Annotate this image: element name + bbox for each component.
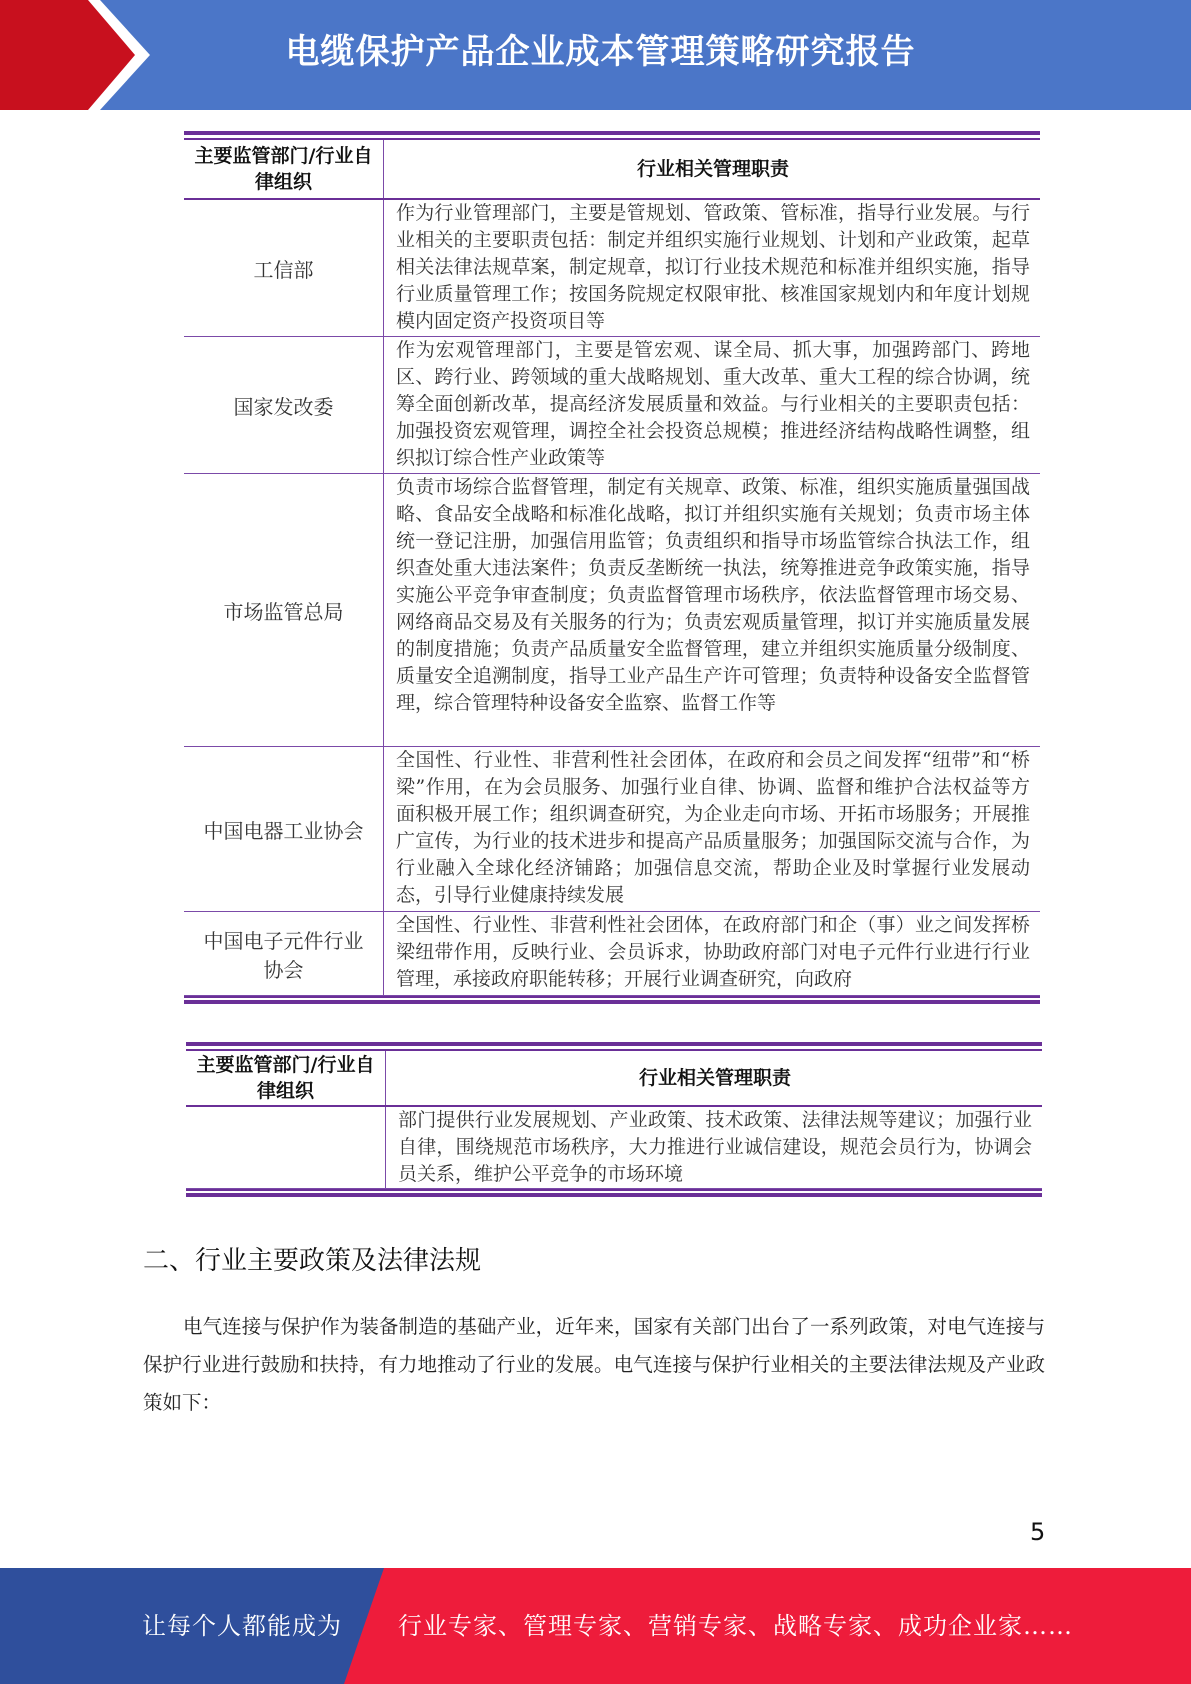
body-paragraph: 电气连接与保护作为装备制造的基础产业，近年来，国家有关部门出台了一系列政策，对电气连接与保护行业进行鼓励和扶持，有力地推动了行业的发展。电气连接与保护行业相关的主要法律法规及产业政策如下： bbox=[143, 1315, 1045, 1414]
column-header-duty: 行业相关管理职责 bbox=[636, 157, 789, 180]
header-banner bbox=[0, 0, 1191, 110]
table-row bbox=[184, 200, 1040, 337]
footer-slogan-left: 让每个人都能成为 bbox=[142, 1612, 342, 1640]
regulator-table-2 bbox=[186, 1042, 1042, 1197]
column-header-org: 主要监管部门/行业自律组织 bbox=[186, 1051, 386, 1105]
table-top-rule bbox=[184, 131, 1040, 140]
duty-text: 部门提供行业发展规划、产业政策、技术政策、法律法规等建议；加强行业自律，围绕规范市场秩序，大力推进行业诚信建设，规范会员行为，协调会员关系，维护公平竞争的市场环境 bbox=[398, 1109, 1032, 1185]
table-row bbox=[184, 747, 1040, 912]
column-header-org: 主要监管部门/行业自律组织 bbox=[184, 140, 384, 198]
org-name: 国家发改委 bbox=[184, 337, 384, 473]
table-row bbox=[184, 337, 1040, 474]
org-name: 中国电器工业协会 bbox=[184, 747, 384, 911]
table-top-rule bbox=[186, 1042, 1042, 1051]
footer-banner bbox=[0, 1568, 1191, 1684]
table-bottom-rule bbox=[186, 1189, 1042, 1197]
table-row bbox=[186, 1107, 1042, 1189]
footer-slogan-right: 行业专家、管理专家、营销专家、战略专家、成功企业家…… bbox=[398, 1612, 1073, 1640]
table-row bbox=[184, 912, 1040, 996]
page-number: 5 bbox=[1030, 1518, 1046, 1546]
org-name bbox=[186, 1107, 386, 1188]
table-row bbox=[184, 474, 1040, 747]
duty-text: 负责市场综合监督管理，制定有关规章、政策、标准，组织实施质量强国战略、食品安全战略和标准化战略，拟订并组织实施有关规划；负责市场主体统一登记注册，加强信用监管；负责组织和指导市场监管综合执法工作，组织查处重大违法案件；负责反垄断统一执法，统筹推进竞争政策实施，指导实施公平竞争审查制度；负责监督管理市场秩序，依法监督管理市场交易、网络商品交易及有关服务的行为；负责宏观质量管理，拟订并实施质量发展的制度措施；负责产品质量安全监督管理，建立并组织实施质量分级制度、质量安全追溯制度，指导工业产品生产许可管理；负责特种设备安全监督管理，综合管理特种设备安全监察、监督工作等 bbox=[396, 476, 1030, 714]
org-name: 市场监管总局 bbox=[184, 474, 384, 746]
org-name: 工信部 bbox=[184, 200, 384, 336]
table-bottom-rule bbox=[184, 996, 1040, 1004]
report-title: 电缆保护产品企业成本管理策略研究报告 bbox=[285, 32, 916, 72]
duty-text: 作为宏观管理部门，主要是管宏观、谋全局、抓大事，加强跨部门、跨地区、跨行业、跨领域的重大战略规划、重大改革、重大工程的综合协调，统筹全面创新改革，提高经济发展质量和效益。与行业相关的主要职责包括：加强投资宏观管理，调控全社会投资总规模；推进经济结构战略性调整，组织拟订综合性产业政策等 bbox=[396, 339, 1030, 469]
column-header-duty: 行业相关管理职责 bbox=[638, 1066, 791, 1089]
duty-text: 全国性、行业性、非营利性社会团体，在政府和会员之间发挥“纽带”和“桥梁”作用，在为会员服务、加强行业自律、协调、监督和维护合法权益等方面积极开展工作；组织调查研究，为企业走向市场、开拓市场服务；开展推广宣传，为行业的技术进步和提高产品质量服务；加强国际交流与合作，为行业融入全球化经济铺路；加强信息交流，帮助企业及时掌握行业发展动态，引导行业健康持续发展 bbox=[396, 749, 1030, 906]
section-heading: 二、行业主要政策及法律法规 bbox=[143, 1246, 482, 1276]
org-name: 中国电子元件行业协会 bbox=[184, 912, 384, 995]
regulator-table-1 bbox=[184, 131, 1040, 1004]
table-header-row bbox=[184, 140, 1040, 200]
duty-text: 作为行业管理部门，主要是管规划、管政策、管标准，指导行业发展。与行业相关的主要职责包括：制定并组织实施行业规划、计划和产业政策，起草相关法律法规草案，制定规章，拟订行业技术规范和标准并组织实施，指导行业质量管理工作；按国务院规定权限审批、核准国家规划内和年度计划规模内固定资产投资项目等 bbox=[396, 202, 1030, 332]
duty-text: 全国性、行业性、非营利性社会团体，在政府部门和企（事）业之间发挥桥梁纽带作用，反映行业、会员诉求，协助政府部门对电子元件行业进行行业管理，承接政府职能转移；开展行业调查研究，向政府 bbox=[396, 914, 1030, 990]
table-header-row bbox=[186, 1051, 1042, 1107]
